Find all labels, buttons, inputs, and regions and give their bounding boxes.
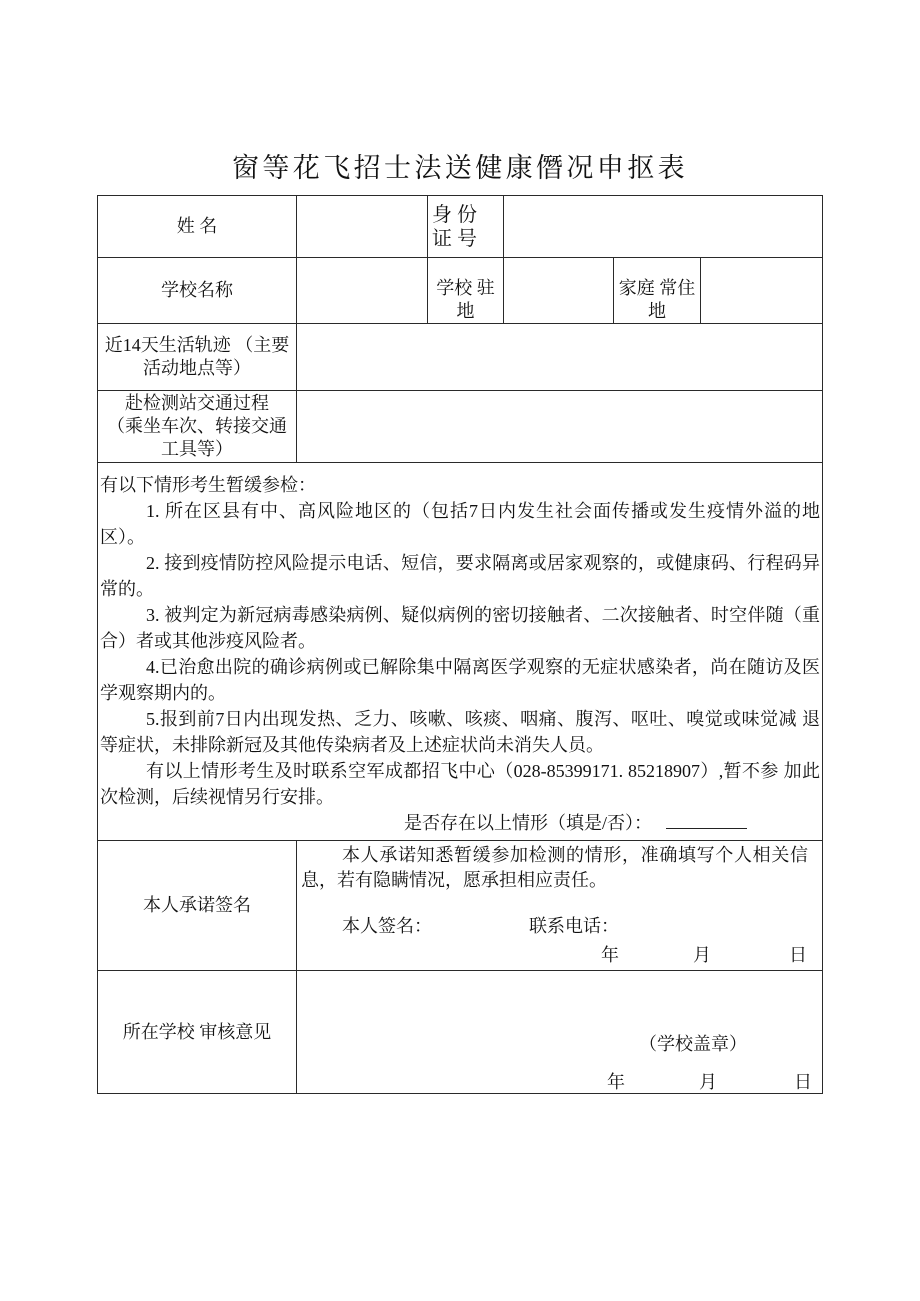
school-location-label-line-2: 地 [456,301,475,321]
pledge-text: 本人承诺知悉暂缓参加检测的情形，准确填写个人相关信息，若有隐瞒情况，愿承担相应责任。 [301,845,809,890]
name-value-cell [297,196,428,258]
notice-item-4: 4.已治愈出院的确诊病例或已解除集中隔离医学观察的无症状感染者，尚在随访及医学观察期内的。 [100,657,821,703]
health-declaration-table [97,195,823,1094]
notice-question: 是否存在以上情形（填是/否）： [404,813,652,833]
row-transport [98,391,823,463]
trajectory-label-line-1: 近14天生活轨迹 （主要 [104,335,290,355]
id-number-label-line-1: 身 份 [432,203,477,226]
school-name-value-cell [297,258,428,324]
answer-blank [666,811,747,829]
notice-question-line [100,810,820,836]
row-name-id [98,196,823,258]
notice-cell [98,463,823,841]
row-trajectory [98,324,823,391]
row-notice [98,463,823,841]
trajectory-value-cell [297,324,823,391]
notice-item-3: 3. 被判定为新冠病毒感染病例、疑似病例的密切接触者、二次接触者、时空伴随（重 合）者或其他涉疫风险者。 [100,605,821,651]
pledge-content-cell [297,841,823,971]
school-name-label: 学校名称 [161,280,233,300]
document-title: 窗等花飞招士法送健康僭况申抠表 [232,153,688,184]
id-number-label-cell [428,196,504,258]
row-review [98,971,823,1094]
home-address-label-line-2: 地 [648,301,666,321]
notice-closing: 有以上情形考生及时联系空军成都招飞中心（028-85399171. 85218907）,暂不参 加此次检测，后续视情另行安排。 [100,761,821,807]
name-label-cell [98,196,297,258]
trajectory-label-line-2: 活动地点等） [143,358,251,378]
id-number-value-cell [504,196,823,258]
id-number-label-line-2: 证 号 [432,227,477,250]
home-address-value-cell [701,258,823,324]
row-pledge [98,841,823,971]
signature-label: 本人签名： [342,916,432,936]
notice-item-5: 5.报到前7日内出现发热、乏力、咳嗽、咳痰、咽痛、腹泻、呕吐、嗅觉或味觉减 退等症状，未排除新冠及其他传染病者及上述症状尚未消失人员。 [100,709,821,755]
phone-label: 联系电话： [529,916,619,936]
pledge-date-month: 月 [693,945,711,965]
review-date-year: 年 [607,1072,625,1092]
review-label-cell [98,971,297,1094]
school-name-label-cell [98,258,297,324]
school-location-value-cell [504,258,614,324]
transport-label-line-2: （乘坐车次、转接交通 [107,416,287,436]
row-school [98,258,823,324]
transport-label-line-3: 工具等） [161,439,233,459]
transport-label-line-1: 赴检测站交通过程 [125,393,269,413]
home-address-label-cell [614,258,701,324]
transport-value-cell [297,391,823,463]
trajectory-label-cell [98,324,297,391]
notice-intro: 有以下情形考生暂缓参检： [100,475,316,495]
school-location-label-cell [428,258,504,324]
review-content [297,971,822,1093]
review-content-cell [297,971,823,1094]
school-location-label-line-1: 学校 驻 [436,278,495,298]
notice-item-1: 1. 所在区县有中、高风险地区的（包括7日内发生社会面传播或发生疫情外溢的地区）。 [100,501,821,547]
notice-item-2: 2. 接到疫情防控风险提示电话、短信，要求隔离或居家观察的，或健康码、行程码异常的。 [100,553,821,599]
pledge-date-year: 年 [601,945,619,965]
pledge-date-day: 日 [789,945,807,965]
review-label: 所在学校 审核意见 [122,1021,272,1042]
pledge-label: 本人承诺签名 [143,895,251,915]
review-date-month: 月 [699,1072,717,1092]
school-seal-label: （学校盖章） [639,1034,747,1054]
home-address-label-line-1: 家庭 常住 [618,278,696,298]
pledge-content [297,841,822,970]
review-date-day: 日 [794,1072,812,1092]
pledge-label-cell [98,841,297,971]
transport-label-cell [98,391,297,463]
name-label: 姓 名 [176,216,218,236]
